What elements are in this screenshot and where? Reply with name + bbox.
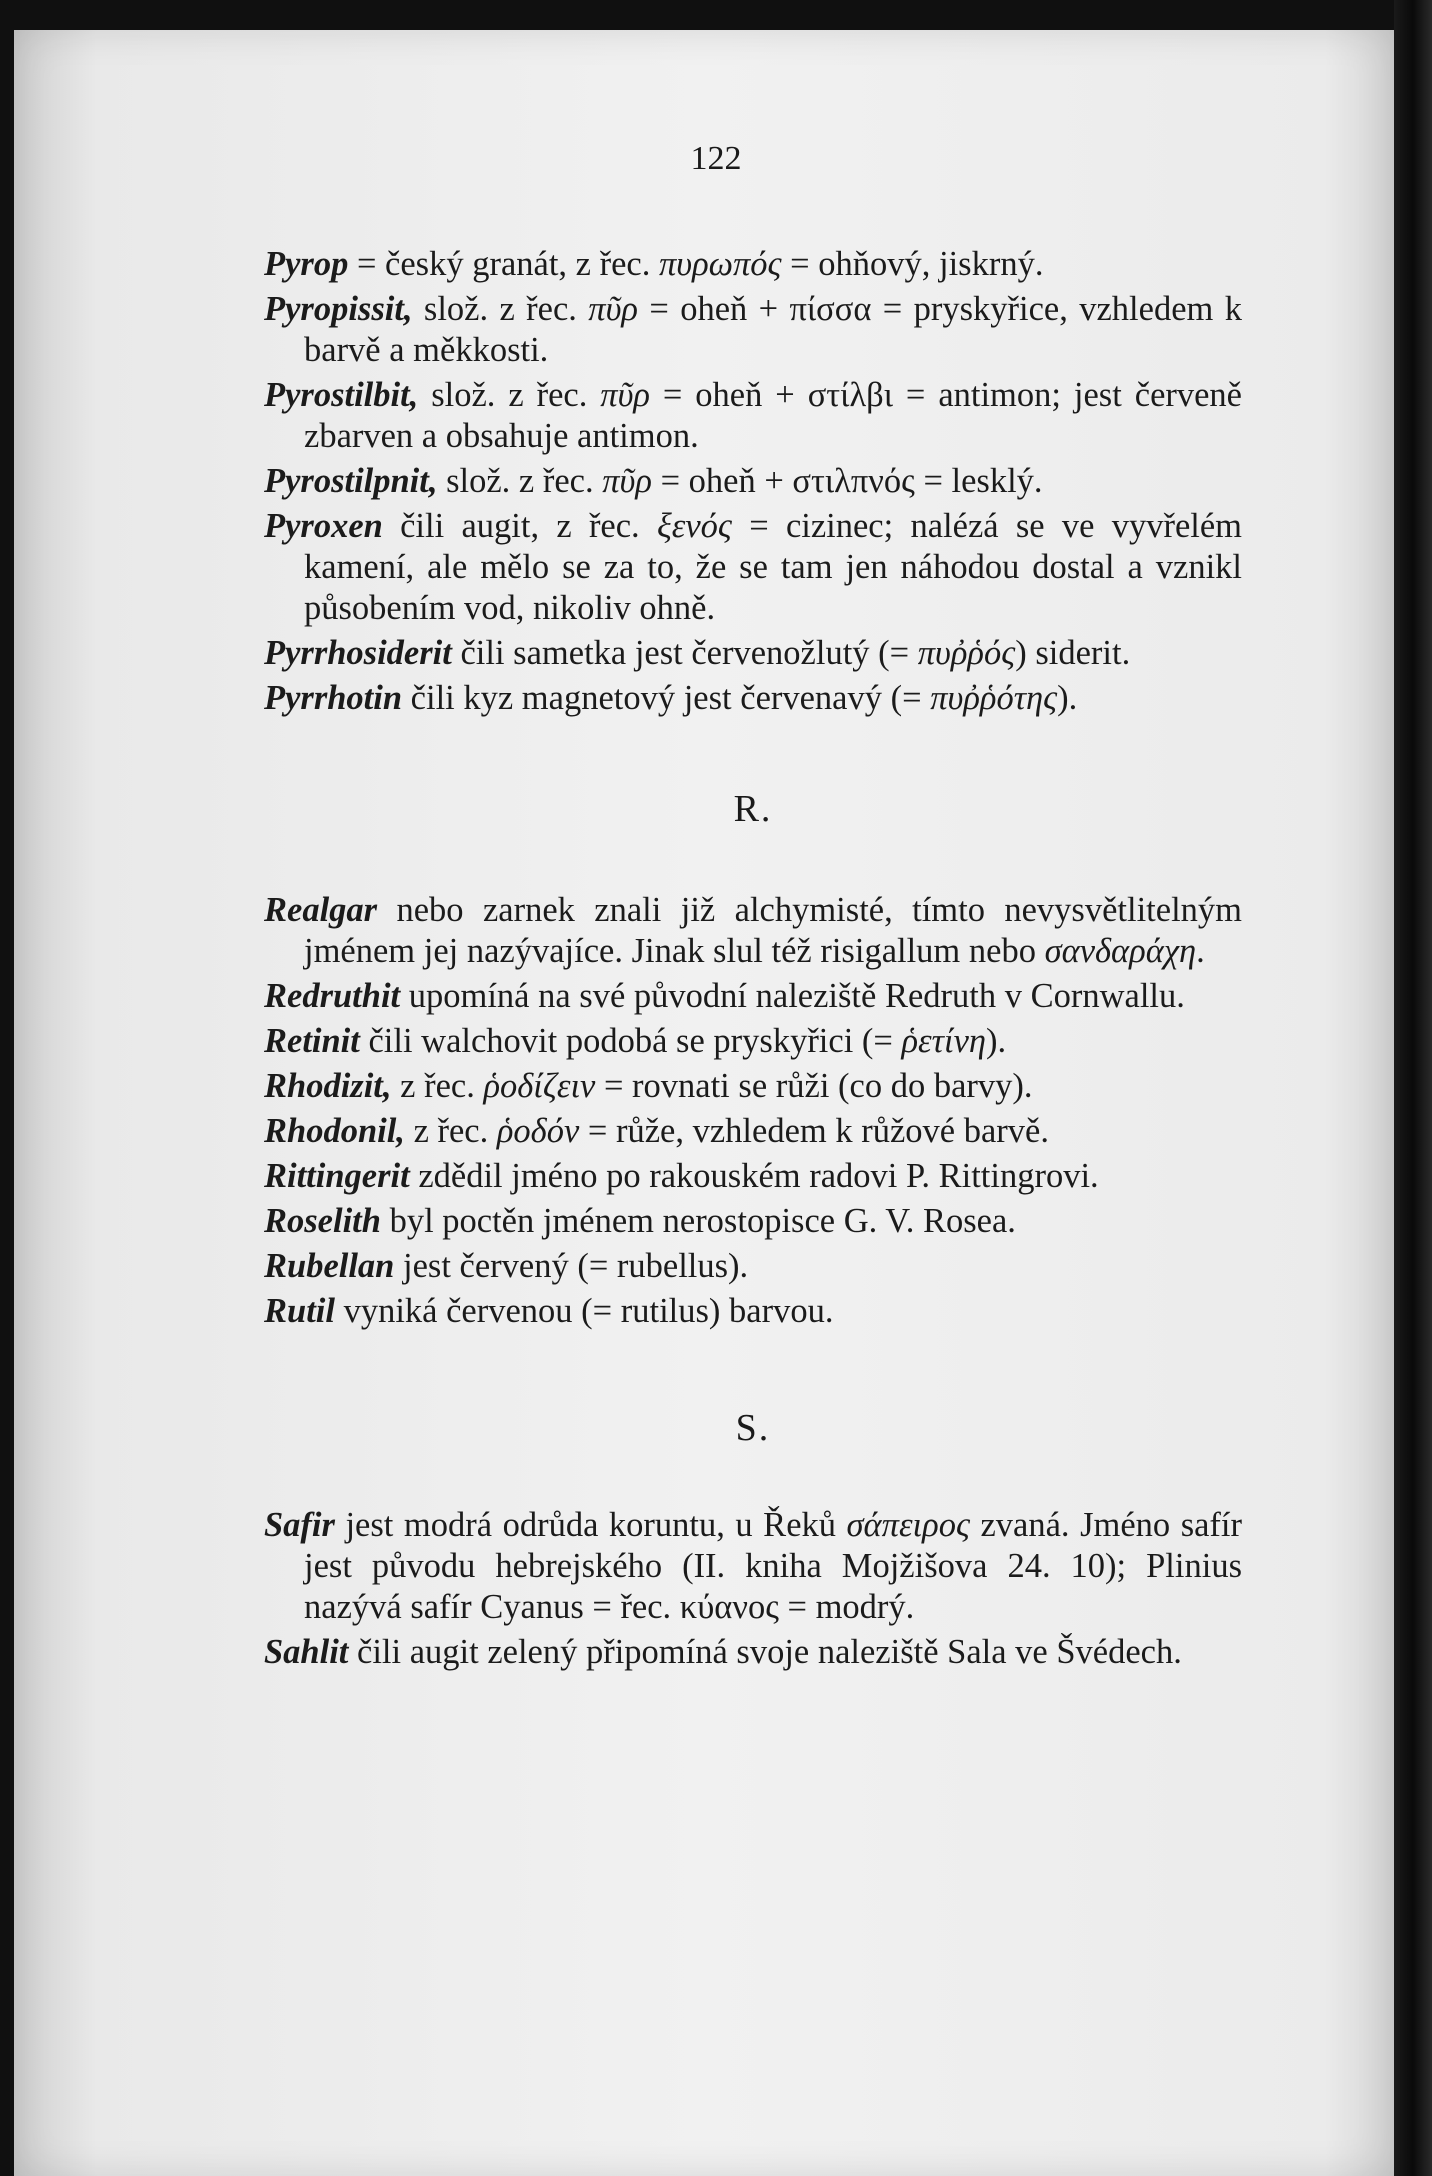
- entry-text: .: [1196, 932, 1205, 970]
- entry-text: z řec.: [404, 1112, 497, 1150]
- entry-text: nebo zarnek znali již alchymisté, tímto nevysvětlitelným jménem jej nazývajíce. Jinak slul též risigallum nebo: [304, 891, 1242, 970]
- entry-term: Roselith: [264, 1202, 381, 1240]
- entry-text: byl poctěn jménem nerostopisce G. V. Rosea.: [380, 1202, 1016, 1240]
- entry-term: Realgar: [264, 891, 378, 929]
- entry-term: Pyrrhotin: [264, 679, 403, 717]
- entry-term: Pyrostilbit,: [264, 376, 419, 414]
- entry-text: = rovnati se růži (co do barvy).: [595, 1067, 1033, 1105]
- entry-term: Sahlit: [264, 1633, 349, 1671]
- entry-text: jest modrá odrůda koruntu, u Řeků: [334, 1506, 847, 1544]
- entry-greek-word: πῦρ: [588, 290, 638, 328]
- entry-greek-word: ξενός: [656, 507, 732, 545]
- glossary-entry: [264, 678, 1242, 719]
- entry-text: vyniká červenou (= rutilus) barvou.: [334, 1292, 834, 1330]
- entry-term: Rhodizit,: [264, 1067, 392, 1105]
- section-r-entries: [264, 890, 1242, 1332]
- section-p-entries: [264, 244, 1242, 719]
- glossary-entry: [264, 1066, 1242, 1107]
- entry-text: ) siderit.: [1015, 634, 1131, 672]
- entry-term: Redruthit: [264, 977, 401, 1015]
- entry-term: Pyrop: [264, 245, 349, 283]
- glossary-entry: [264, 1246, 1242, 1287]
- glossary-entry: [264, 1632, 1242, 1673]
- entry-greek-word: πῦρ: [600, 376, 650, 414]
- entry-greek-word: πυῤῥός: [917, 634, 1016, 672]
- entry-text: ).: [1057, 679, 1078, 717]
- entry-text: slož. z řec.: [418, 376, 601, 414]
- entry-text: čili sametka jest červenožlutý (=: [451, 634, 918, 672]
- glossary-entry: [264, 1156, 1242, 1197]
- glossary-entry: [264, 289, 1242, 371]
- glossary-entry: [264, 633, 1242, 674]
- glossary-entry: [264, 890, 1242, 972]
- entry-greek-word: σανδαράχη: [1044, 932, 1197, 970]
- entry-greek-word: σάπειρος: [846, 1506, 970, 1544]
- entry-greek-word: πῦρ: [602, 462, 652, 500]
- entry-term: Pyroxen: [264, 507, 383, 545]
- entry-text: = růže, vzhledem k růžové barvě.: [579, 1112, 1049, 1150]
- entry-text: jest červený (= rubellus).: [394, 1247, 749, 1285]
- glossary-entry: [264, 1291, 1242, 1332]
- entry-greek-word: πυρωπός: [658, 245, 782, 283]
- glossary-entry: [264, 1021, 1242, 1062]
- glossary-entry: [264, 1505, 1242, 1628]
- entry-text: = ohňový, jiskrný.: [781, 245, 1044, 283]
- entry-term: Pyrostilpnit,: [264, 462, 438, 500]
- entry-text: slož. z řec.: [437, 462, 603, 500]
- entry-text: = oheň + στίλβι = antimon; jest červeně zbarven a obsahuje antimon.: [304, 376, 1242, 455]
- entry-text: upomíná na své původní naleziště Redruth v Cornwallu.: [400, 977, 1185, 1015]
- glossary-entry: [264, 244, 1242, 285]
- book-binding-edge: [1394, 0, 1432, 2176]
- entry-text: = oheň + στιλπνός = lesklý.: [651, 462, 1043, 500]
- entry-term: Pyropissit,: [264, 290, 413, 328]
- entry-text: zdědil jméno po rakouském radovi P. Rittingrovi.: [409, 1157, 1099, 1195]
- entry-text: čili kyz magnetový jest červenavý (=: [402, 679, 931, 717]
- glossary-entry: [264, 506, 1242, 629]
- glossary-entry: [264, 1201, 1242, 1242]
- glossary-entry: [264, 976, 1242, 1017]
- entry-greek-word: ῥοδίζειν: [483, 1067, 596, 1105]
- glossary-entry: [264, 1111, 1242, 1152]
- entry-term: Rhodonil,: [264, 1112, 405, 1150]
- glossary-entry: [264, 375, 1242, 457]
- page-number: 122: [690, 140, 742, 177]
- entry-term: Rubellan: [264, 1247, 395, 1285]
- entry-text: zvaná. Jméno safír jest původu hebrejského (II. kniha Mojžišova 24. 10); Plinius nazývá safír Cyanus = řec. κύανος = modrý.: [304, 1506, 1242, 1626]
- entry-term: Pyrrhosiderit: [264, 634, 452, 672]
- entry-term: Rutil: [264, 1292, 335, 1330]
- section-s-entries: [264, 1505, 1242, 1673]
- entry-greek-word: ῥοδόν: [496, 1112, 580, 1150]
- section-heading-s: S.: [735, 1407, 771, 1449]
- entry-term: Rittingerit: [264, 1157, 410, 1195]
- entry-text: slož. z řec.: [412, 290, 589, 328]
- entry-text: z řec.: [391, 1067, 484, 1105]
- entry-term: Safir: [264, 1506, 335, 1544]
- entry-text: = český granát, z řec.: [348, 245, 659, 283]
- glossary-entry: [264, 461, 1242, 502]
- entry-text: = oheň + πίσσα = pryskyřice, vzhledem k barvě a měkkosti.: [304, 290, 1242, 369]
- entry-greek-word: ῥετίνη: [901, 1022, 986, 1060]
- section-heading-r: R.: [733, 788, 773, 830]
- glossary-body: [264, 244, 1242, 1677]
- entry-text: čili augit, z řec.: [382, 507, 657, 545]
- entry-text: čili augit zelený připomíná svoje naleziště Sala ve Švédech.: [348, 1633, 1182, 1671]
- entry-greek-word: πυῤῥότης: [930, 679, 1058, 717]
- entry-text: čili walchovit podobá se pryskyřici (=: [359, 1022, 902, 1060]
- entry-text: ).: [986, 1022, 1007, 1060]
- entry-text: = cizinec; nalézá se ve vyvřelém kamení, ale mělo se za to, že se tam jen náhodou dostal a vznikl působením vod, nikoliv ohně.: [304, 507, 1243, 627]
- entry-term: Retinit: [264, 1022, 360, 1060]
